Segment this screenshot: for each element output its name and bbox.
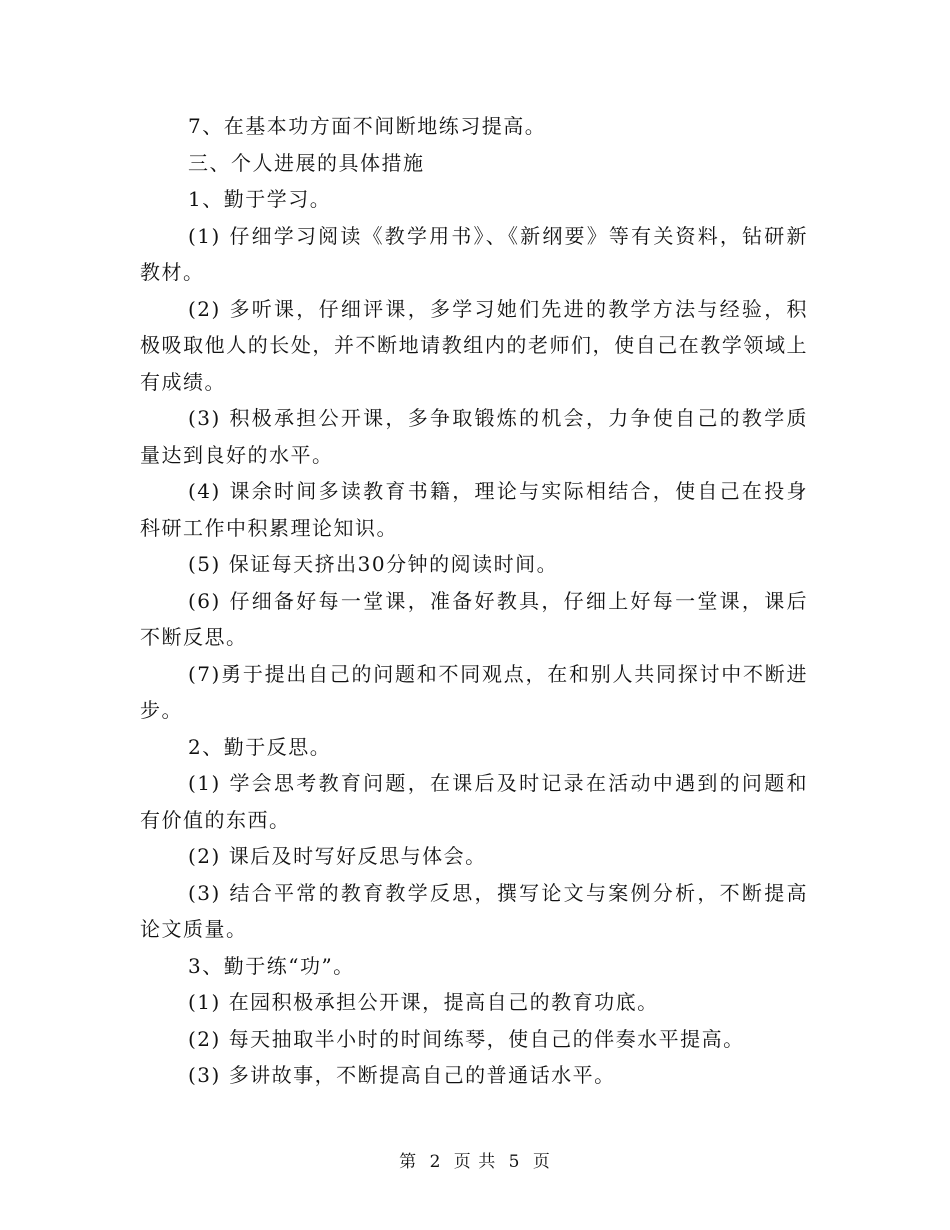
total-pages-number: 5	[508, 1152, 521, 1172]
subheading: 3、勤于练“功”。	[188, 953, 355, 978]
current-page-number: 2	[429, 1152, 442, 1172]
document-body	[140, 108, 808, 1094]
subheading: 2、勤于反思。	[188, 734, 332, 759]
list-item: (5) 保证每天挤出30分钟的阅读时间。	[188, 552, 559, 576]
list-item: (3) 积极承担公开课，多争取锻炼的机会，力争使自己的教学质量达到良好的水平。	[140, 406, 808, 467]
paragraph: 7、在基本功方面不间断地练习提高。	[188, 114, 547, 138]
footer-prefix: 第	[399, 1152, 418, 1172]
list-item: (2) 多听课，仔细评课，多学习她们先进的教学方法与经验，积极吸取他人的长处，并不断地请教组内的老师们，使自己在教学领域上有成绩。	[140, 296, 808, 394]
list-item: (1) 仔细学习阅读《教学用书》、《新纲要》等有关资料，钻研新教材。	[140, 223, 808, 284]
section-heading: 三、个人进展的具体措施	[188, 150, 425, 175]
list-item: (2) 课后及时写好反思与体会。	[188, 844, 487, 868]
footer-middle: 页 共	[453, 1152, 497, 1172]
footer-suffix: 页	[532, 1152, 551, 1172]
list-item: (1) 学会思考教育问题，在课后及时记录在活动中遇到的问题和有价值的东西。	[140, 771, 808, 832]
list-item: (7)勇于提出自己的问题和不同观点，在和别人共同探讨中不断进步。	[140, 661, 808, 722]
list-item: (3) 多讲故事，不断提高自己的普通话水平。	[188, 1063, 616, 1087]
list-item: (4) 课余时间多读教育书籍，理论与实际相结合，使自己在投身科研工作中积累理论知识。	[140, 479, 808, 540]
list-item: (6) 仔细备好每一堂课，准备好教具，仔细上好每一堂课，课后不断反思。	[140, 588, 808, 649]
page-footer	[0, 1150, 950, 1174]
list-item: (1) 在园积极承担公开课，提高自己的教育功底。	[188, 990, 659, 1014]
subheading: 1、勤于学习。	[188, 187, 332, 211]
list-item: (3) 结合平常的教育教学反思，撰写论文与案例分析，不断提高论文质量。	[140, 880, 808, 941]
list-item: (2) 每天抽取半小时的时间练琴，使自己的伴奏水平提高。	[188, 1026, 745, 1051]
